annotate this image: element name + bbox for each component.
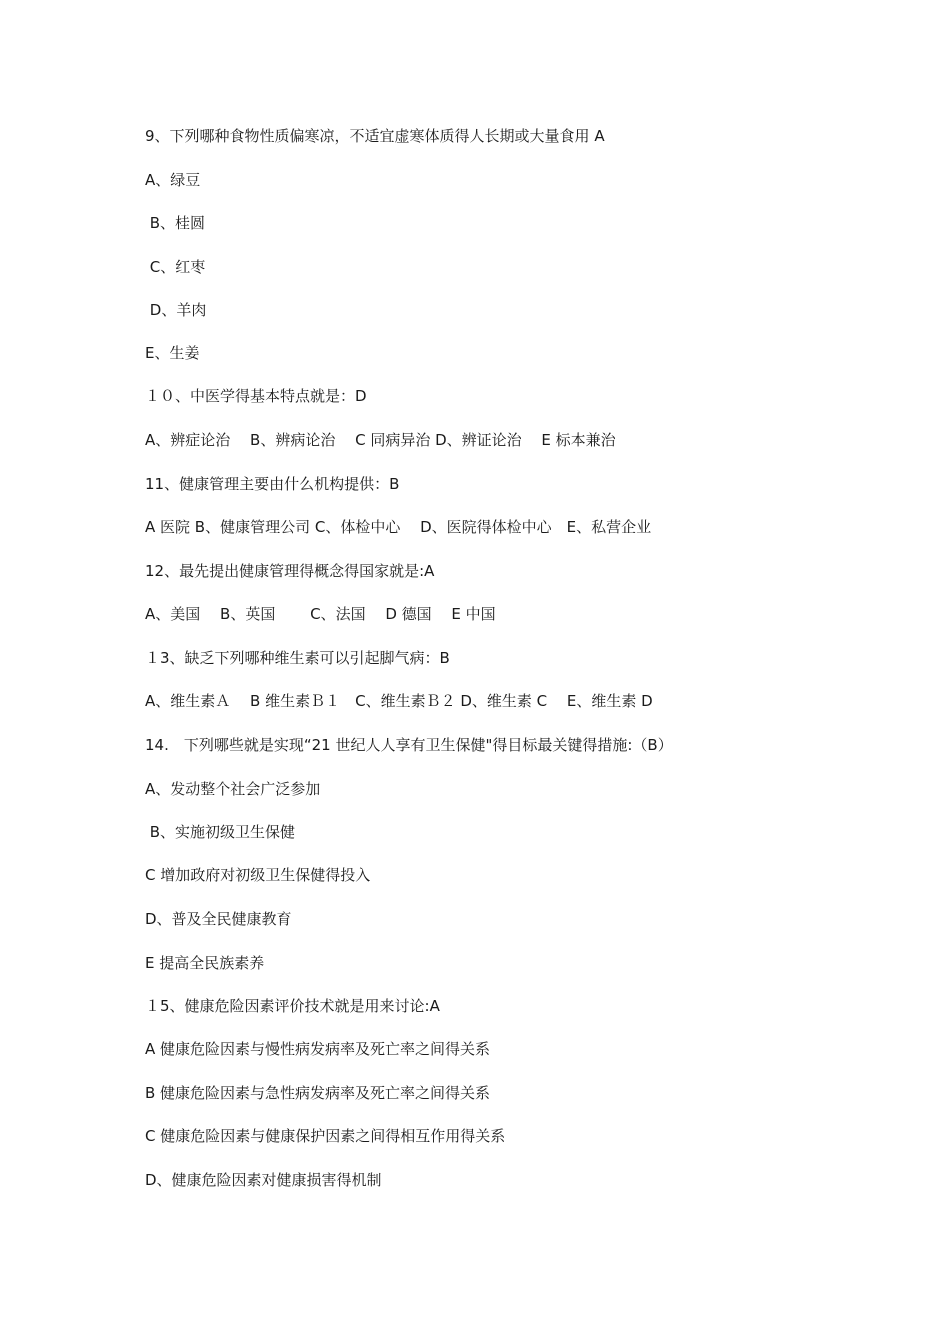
option-a: A、绿豆 bbox=[145, 171, 201, 189]
options-row: A、维生素Ａ B 维生素Ｂ１ C、维生素Ｂ２ D、维生素 C E、维生素 D bbox=[145, 692, 653, 710]
question-9: 9、下列哪种食物性质偏寒凉，不适宜虚寒体质得人长期或大量食用 A bbox=[145, 127, 605, 145]
option-b: B 健康危险因素与急性病发病率及死亡率之间得关系 bbox=[145, 1084, 491, 1102]
option-c: C 增加政府对初级卫生保健得投入 bbox=[145, 866, 371, 884]
option-e: E、生姜 bbox=[145, 344, 200, 362]
options-row: A、辨症论治 B、辨病论治 C 同病异治 D、辨证论治 E 标本兼治 bbox=[145, 431, 616, 449]
question-14: 14. 下列哪些就是实现“21 世纪人人享有卫生保健"得目标最关键得措施:（B） bbox=[145, 736, 673, 754]
option-a: A 健康危险因素与慢性病发病率及死亡率之间得关系 bbox=[145, 1040, 491, 1058]
option-c: C 健康危险因素与健康保护因素之间得相互作用得关系 bbox=[145, 1127, 506, 1145]
option-c: C、红枣 bbox=[145, 258, 206, 276]
option-d: D、羊肉 bbox=[145, 301, 207, 319]
options-row: A、美国 B、英国 C、法国 D 德国 E 中国 bbox=[145, 605, 496, 623]
question-12: 12、最先提出健康管理得概念得国家就是:A bbox=[145, 562, 435, 580]
question-13: １3、缺乏下列哪种维生素可以引起脚气病：B bbox=[145, 649, 450, 667]
options-row: A 医院 B、健康管理公司 C、体检中心 D、医院得体检中心 E、私营企业 bbox=[145, 518, 652, 536]
option-d: D、健康危险因素对健康损害得机制 bbox=[145, 1171, 382, 1189]
option-b: B、实施初级卫生保健 bbox=[145, 823, 296, 841]
question-10: １０、中医学得基本特点就是：D bbox=[145, 387, 367, 405]
option-d: D、普及全民健康教育 bbox=[145, 910, 292, 928]
option-a: A、发动整个社会广泛参加 bbox=[145, 780, 321, 798]
option-e: E 提高全民族素养 bbox=[145, 954, 265, 972]
question-11: 11、健康管理主要由什么机构提供：B bbox=[145, 475, 400, 493]
question-15: １5、健康危险因素评价技术就是用来讨论:A bbox=[145, 997, 440, 1015]
option-b: B、桂圆 bbox=[145, 214, 206, 232]
